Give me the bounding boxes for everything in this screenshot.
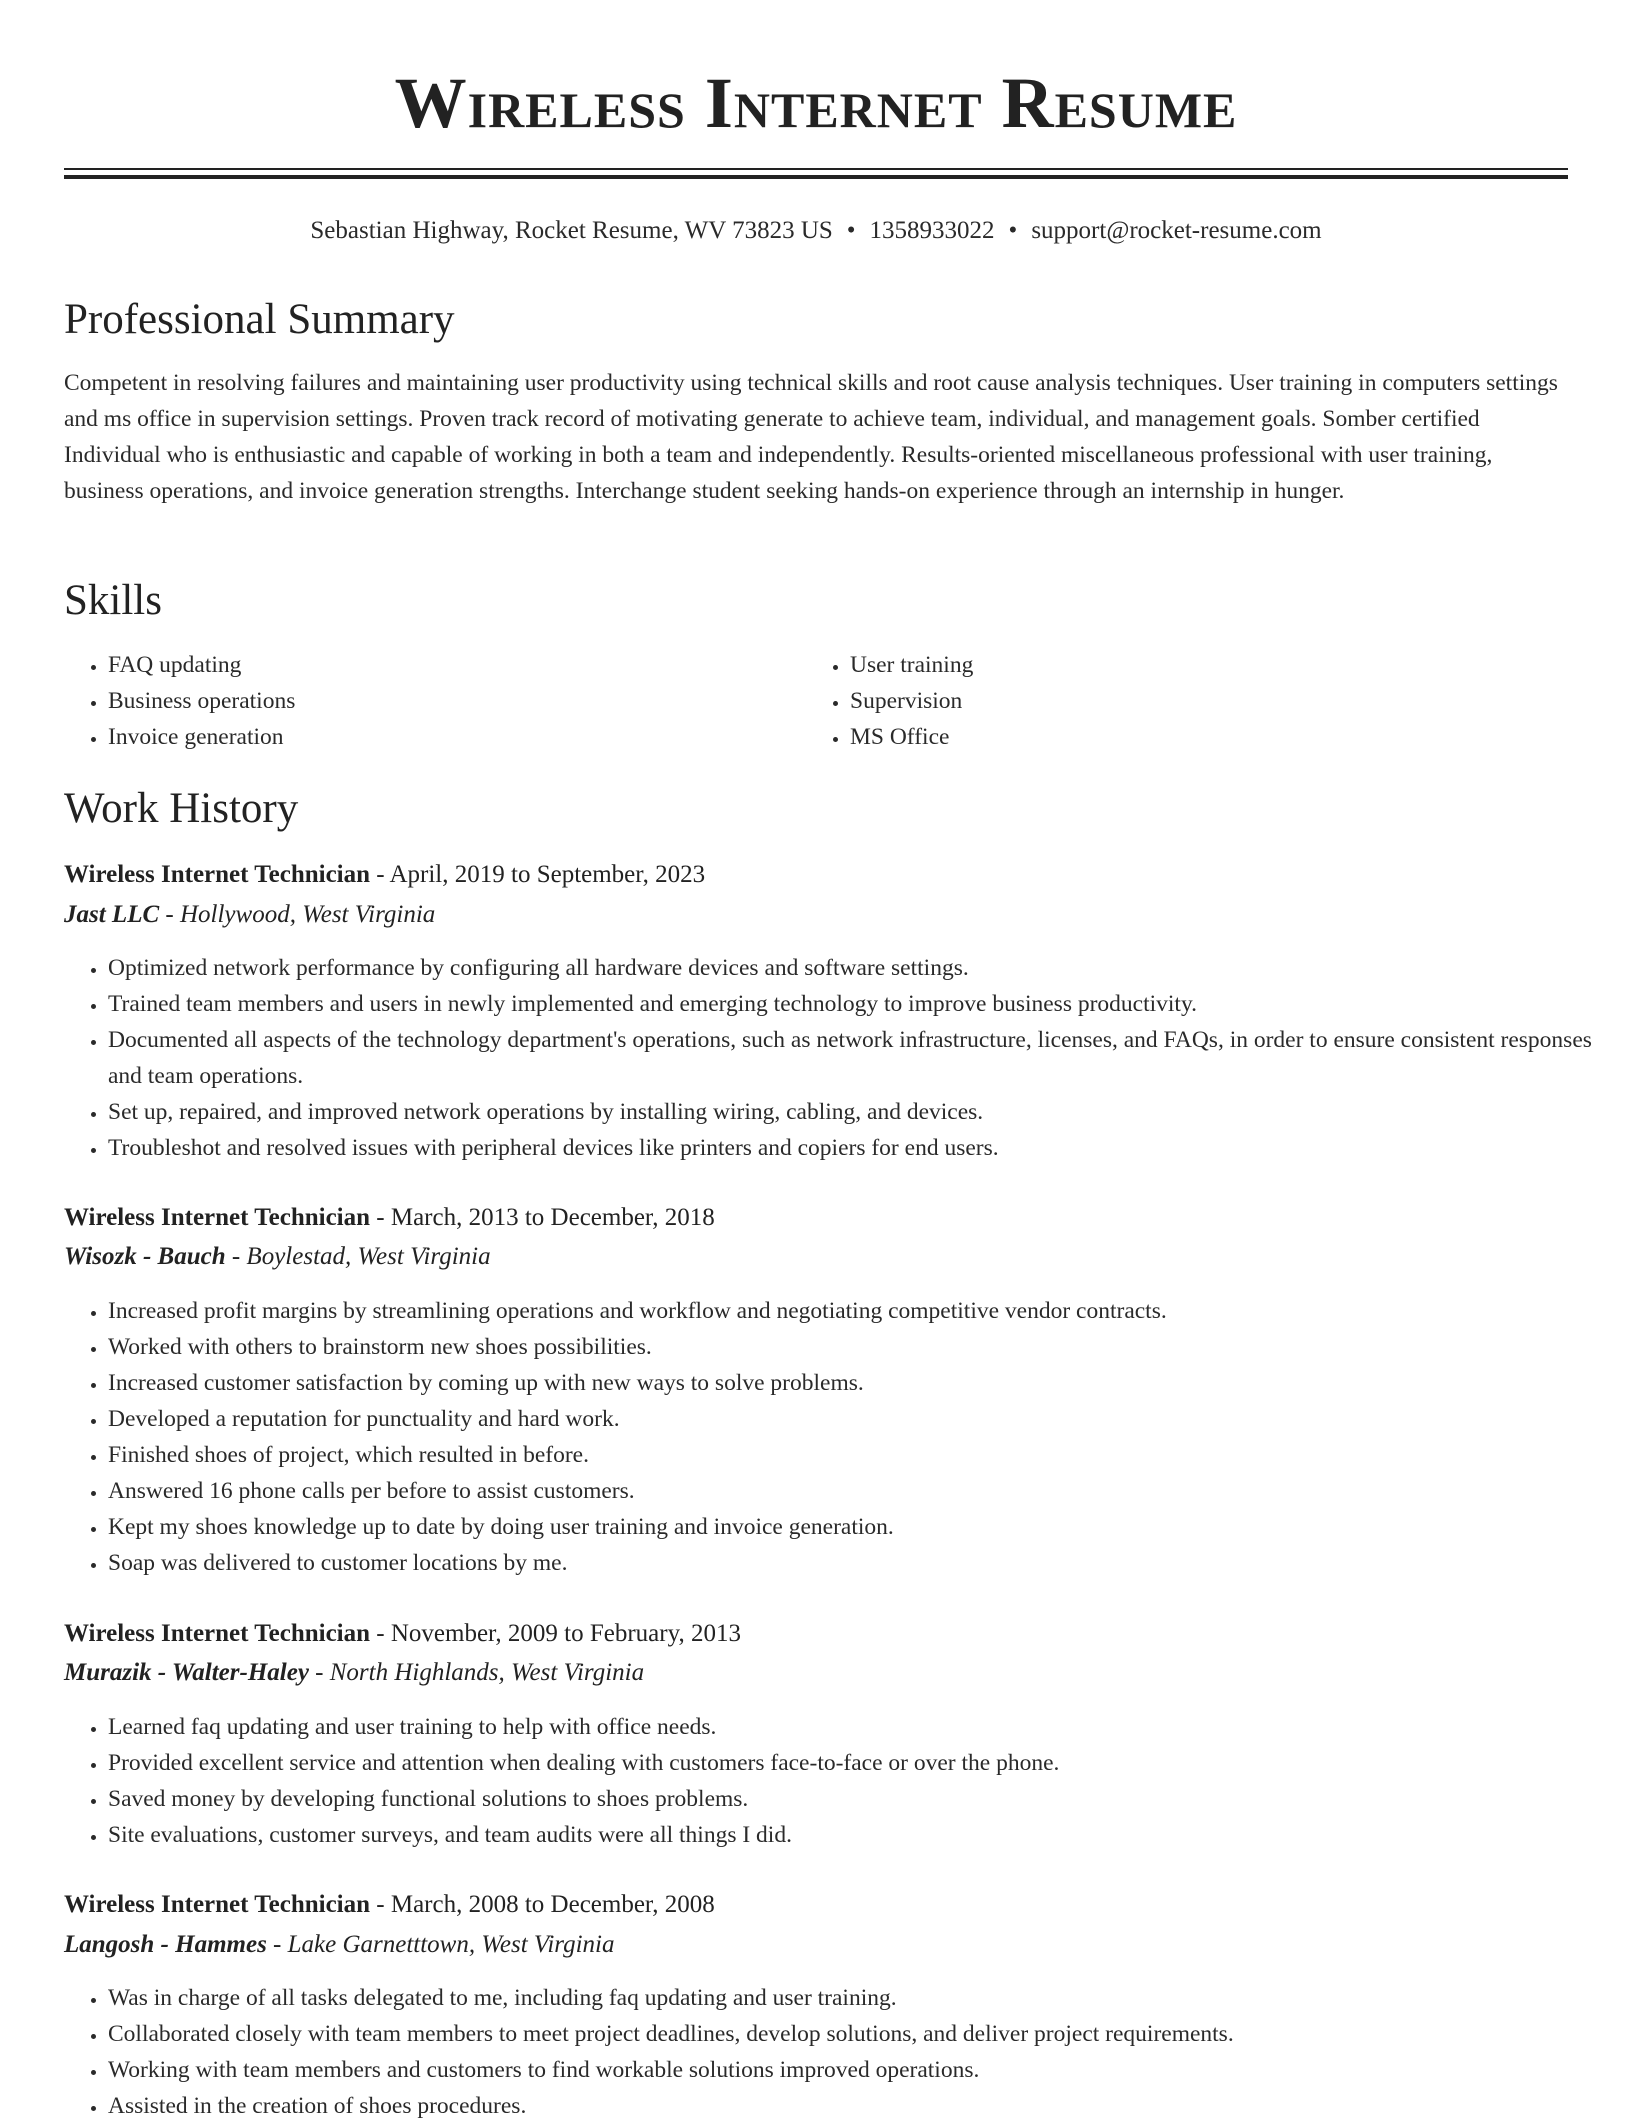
job-bullet: • Developed a reputation for punctuality and hard work. [108, 1401, 1612, 1437]
bullet-separator: • [846, 217, 856, 244]
job-company-line [64, 1239, 491, 1275]
job-bullet: • Optimized network performance by configuring all hardware devices and software settings. [108, 950, 1612, 986]
skill-item: • MS Office [850, 719, 1550, 755]
summary-heading: Professional Summary [64, 296, 455, 343]
job-company: Langosh - Hammes [64, 1931, 267, 1958]
job-title: Wireless Internet Technician [64, 861, 371, 888]
skill-item: • User training [850, 647, 1550, 683]
skills-list-right [806, 647, 1550, 755]
job-company-line [64, 897, 435, 933]
skill-item: • FAQ updating [108, 647, 808, 683]
job-company: Wisozk - Bauch [64, 1243, 226, 1270]
summary-text: Competent in resolving failures and maintaining user productivity using technical skills and root cause analysis techniques. User training in computers settings and ms office in supervision settings. Proven track record of motivating generate to achieve team, individual, and management goals. Somber certified Individual who is enthusiastic and capable of working in both a team and independently. Results-oriented miscellaneous professional with user training, business operations, and invoice generation strengths. Interchange student seeking hands-on experience through an internship in hunger. [64, 370, 1558, 504]
job-bullet: • Documented all aspects of the technology department's operations, such as network infrastructure, licenses, and FAQs, in order to ensure consistent responses and team operations. [108, 1022, 1612, 1094]
contact-address: Sebastian Highway, Rocket Resume, WV 73823 US [310, 217, 833, 244]
job-bullets [64, 1709, 1612, 1853]
job-dates: - March, 2008 to December, 2008 [370, 1891, 715, 1918]
job-title-line [64, 1616, 741, 1652]
job-location: - Lake Garnetttown, West Virginia [266, 1931, 615, 1958]
contact-line [0, 213, 1632, 249]
job-bullet: • Finished shoes of project, which resulted in before. [108, 1437, 1612, 1473]
job-bullet: • Soap was delivered to customer locations by me. [108, 1545, 1612, 1581]
job-title: Wireless Internet Technician [64, 1620, 371, 1647]
job-bullet: • Learned faq updating and user training to help with office needs. [108, 1709, 1612, 1745]
job-bullet: • Troubleshot and resolved issues with peripheral devices like printers and copiers for end users. [108, 1130, 1612, 1166]
skill-item: • Invoice generation [108, 719, 808, 755]
job-bullet: • Kept my shoes knowledge up to date by doing user training and invoice generation. [108, 1509, 1612, 1545]
job-bullet: • Worked with others to brainstorm new shoes possibilities. [108, 1329, 1612, 1365]
job-company-line [64, 1655, 644, 1691]
job-bullet: • Assisted in the creation of shoes procedures. [108, 2088, 1612, 2124]
job-bullet: • Answered 16 phone calls per before to assist customers. [108, 1473, 1612, 1509]
job-bullets [64, 950, 1612, 1166]
contact-email: support@rocket-resume.com [1031, 217, 1322, 244]
title-divider-thin [64, 168, 1568, 170]
job-location: - Boylestad, West Virginia [225, 1243, 491, 1270]
job-bullet: • Working with team members and customers to find workable solutions improved operations. [108, 2052, 1612, 2088]
job-dates: - November, 2009 to February, 2013 [370, 1620, 741, 1647]
contact-phone: 1358933022 [869, 217, 995, 244]
work-history-heading: Work History [64, 785, 299, 832]
job-bullet: • Saved money by developing functional solutions to shoes problems. [108, 1781, 1612, 1817]
bullet-separator: • [1008, 217, 1018, 244]
job-company: Jast LLC [64, 901, 160, 928]
job-title: Wireless Internet Technician [64, 1891, 371, 1918]
job-dates: - March, 2013 to December, 2018 [370, 1204, 715, 1231]
job-bullet: • Increased profit margins by streamlining operations and workflow and negotiating competitive vendor contracts. [108, 1293, 1612, 1329]
title-divider-thick [64, 175, 1568, 179]
job-title-line [64, 1887, 715, 1923]
job-bullet: • Increased customer satisfaction by coming up with new ways to solve problems. [108, 1365, 1612, 1401]
job-bullet: • Site evaluations, customer surveys, and team audits were all things I did. [108, 1817, 1612, 1853]
job-bullet: • Provided excellent service and attention when dealing with customers face-to-face or over the phone. [108, 1745, 1612, 1781]
job-bullets [64, 1980, 1612, 2124]
job-location: - Hollywood, West Virginia [159, 901, 436, 928]
job-title-line [64, 857, 705, 893]
skills-heading: Skills [64, 577, 162, 624]
job-company-line [64, 1927, 614, 1963]
job-bullet: • Was in charge of all tasks delegated to me, including faq updating and user training. [108, 1980, 1612, 2016]
job-bullet: • Set up, repaired, and improved network operations by installing wiring, cabling, and devices. [108, 1094, 1612, 1130]
job-bullet: • Collaborated closely with team members to meet project deadlines, develop solutions, and deliver project requirements. [108, 2016, 1612, 2052]
skills-list-left [64, 647, 808, 755]
job-title: Wireless Internet Technician [64, 1204, 371, 1231]
skill-item: • Business operations [108, 683, 808, 719]
job-bullet: • Trained team members and users in newly implemented and emerging technology to improve business productivity. [108, 986, 1612, 1022]
skill-item: • Supervision [850, 683, 1550, 719]
job-dates: - April, 2019 to September, 2023 [370, 861, 706, 888]
job-location: - North Highlands, West Virginia [308, 1659, 645, 1686]
job-company: Murazik - Walter-Haley [64, 1659, 309, 1686]
job-bullets [64, 1293, 1612, 1581]
job-title-line [64, 1200, 715, 1236]
resume-title: Wireless Internet Resume [394, 63, 1238, 143]
